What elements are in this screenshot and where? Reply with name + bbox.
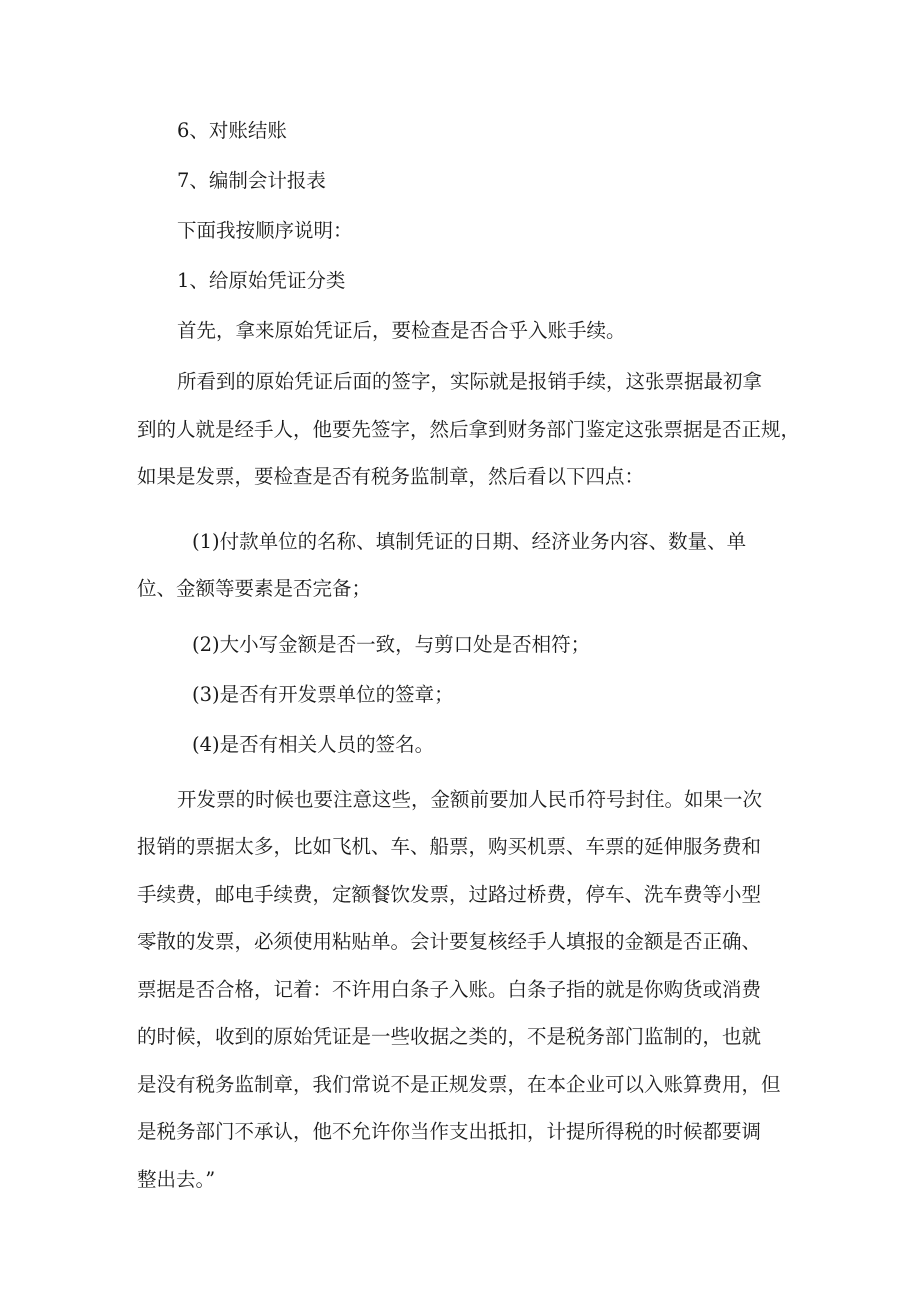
check-item-1-line: 位、金额等要素是否完备； bbox=[137, 577, 372, 600]
document-body bbox=[137, 116, 801, 1224]
paragraph-2-line: 如果是发票，要检查是否有税务监制章，然后看以下四点： bbox=[137, 465, 645, 488]
paragraph-3-line: 整出去。” bbox=[137, 1167, 216, 1191]
section-heading: 1、给原始凭证分类 bbox=[177, 269, 346, 292]
paragraph-3 bbox=[137, 776, 793, 1204]
paragraph-2 bbox=[137, 358, 801, 501]
paragraph-3-line: 的时候，收到的原始凭证是一些收据之类的，不是税务部门监制的，也就 bbox=[137, 1025, 762, 1048]
check-item-2: (2)大小写金额是否一致，与剪口处是否相符； bbox=[192, 632, 591, 656]
paragraph-3-line: 开发票的时候也要注意这些，金额前要加人民币符号封住。如果一次 bbox=[177, 787, 763, 811]
paragraph-3-line: 零散的发票，必须使用粘贴单。会计要复核经手人填报的金额是否正确、 bbox=[137, 930, 762, 953]
paragraph-1: 首先，拿来原始凭证后，要检查是否合乎入账手续。 bbox=[177, 319, 626, 342]
check-item-4: (4)是否有相关人员的签名。 bbox=[192, 732, 435, 756]
intro-text: 下面我按顺序说明： bbox=[177, 219, 353, 242]
paragraph-3-line: 手续费，邮电手续费，定额餐饮发票，过路过桥费，停车、洗车费等小型 bbox=[137, 882, 762, 906]
paragraph-2-line: 到的人就是经手人，他要先签字，然后拿到财务部门鉴定这张票据是否正规， bbox=[137, 417, 801, 441]
step-6: 6、对账结账 bbox=[177, 119, 287, 142]
paragraph-3-line: 是没有税务监制章，我们常说不是正规发票，在本企业可以入账算费用，但 bbox=[137, 1072, 781, 1096]
check-item-1 bbox=[137, 518, 793, 613]
paragraph-2-line: 所看到的原始凭证后面的签字，实际就是报销手续，这张票据最初拿 bbox=[177, 370, 763, 393]
paragraph-3-line: 是税务部门不承认，他不允许你当作支出抵扣，计提所得税的时候都要调 bbox=[137, 1120, 762, 1143]
check-item-1-line: (1)付款单位的名称、填制凭证的日期、经济业务内容、数量、单 bbox=[192, 529, 747, 553]
step-7: 7、编制会计报表 bbox=[177, 169, 326, 192]
paragraph-3-line: 票据是否合格，记着：不许用白条子入账。白条子指的就是你购货或消费 bbox=[137, 977, 762, 1001]
check-item-3: (3)是否有开发票单位的签章； bbox=[192, 682, 454, 706]
paragraph-3-line: 报销的票据太多，比如飞机、车、船票，购买机票、车票的延伸服务费和 bbox=[137, 835, 762, 858]
